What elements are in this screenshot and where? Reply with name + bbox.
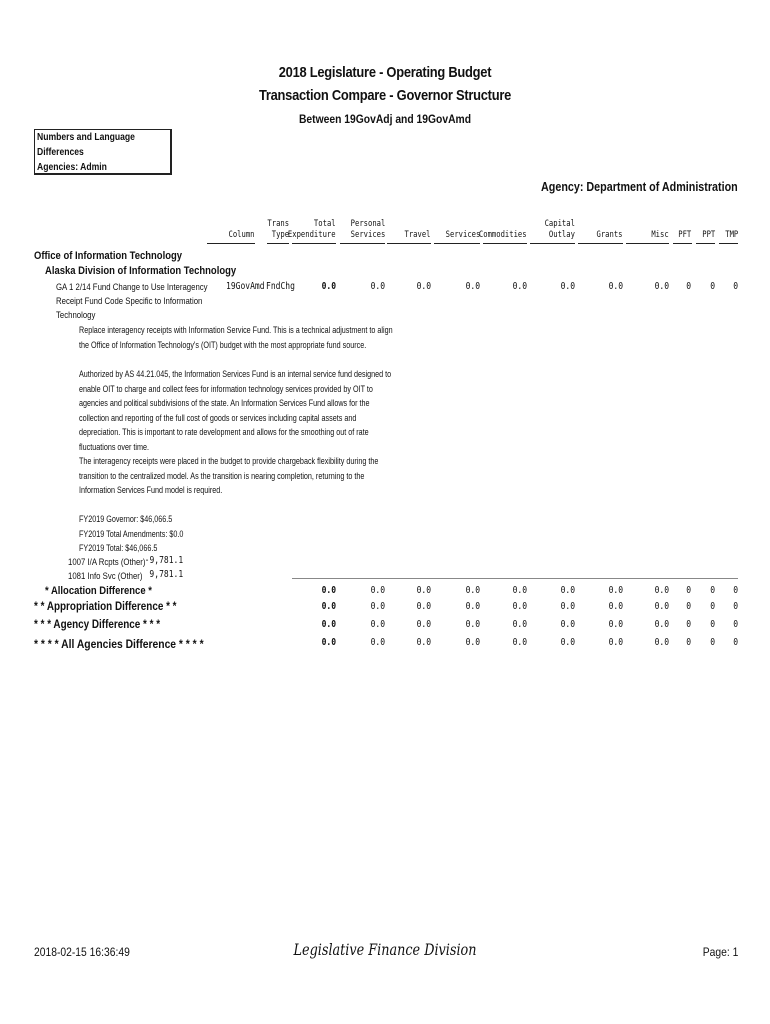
narrative-paragraph: Replace interagency receipts with Information Service Fund. This is a technical adjustment to align the Office of Information Technology's (OIT) budget with the most appropriate fund source. — [79, 325, 393, 350]
cell-commodities: 0.0 — [512, 281, 527, 292]
col-header-personal: Personal Services — [350, 219, 385, 240]
difference-cell-ppt: 0 — [710, 601, 715, 612]
cell-total: 0.0 — [321, 281, 336, 292]
col-header-pft: PFT — [677, 230, 691, 240]
difference-cell-total: 0.0 — [321, 619, 336, 630]
office-heading: Office of Information Technology — [34, 250, 183, 262]
division-heading: Alaska Division of Information Technology — [45, 265, 237, 277]
difference-cell-commodities: 0.0 — [512, 619, 527, 630]
col-header-travel: Travel — [404, 230, 431, 240]
col-header-services: Services — [445, 230, 480, 240]
col-header-commodities: Commodities — [479, 230, 527, 240]
report-comparison: Between 19GovAdj and 19GovAmd — [298, 112, 472, 126]
cell-ppt: 0 — [710, 281, 715, 292]
col-header-total: Total Expenditure — [288, 219, 336, 240]
difference-cell-services: 0.0 — [465, 585, 480, 596]
difference-label: * * * * All Agencies Difference * * * * — [34, 637, 204, 651]
col-header-grants: Grants — [596, 230, 623, 240]
cell-personal: 0.0 — [370, 281, 385, 292]
col-header-misc: Misc — [651, 230, 669, 240]
cell-grants: 0.0 — [608, 281, 623, 292]
difference-cell-personal: 0.0 — [370, 619, 385, 630]
difference-cell-services: 0.0 — [465, 601, 480, 612]
col-header-tmp: TMP — [724, 230, 738, 240]
header-underline — [340, 243, 385, 244]
header-underline — [387, 243, 431, 244]
header-underline — [483, 243, 527, 244]
filter-box — [34, 129, 172, 175]
legislative-finance-signature: Legislative Finance Division — [293, 940, 477, 959]
difference-cell-tmp: 0 — [733, 619, 738, 630]
difference-cell-commodities: 0.0 — [512, 585, 527, 596]
difference-cell-grants: 0.0 — [608, 601, 623, 612]
difference-cell-personal: 0.0 — [370, 601, 385, 612]
difference-cell-travel: 0.0 — [416, 601, 431, 612]
difference-cell-travel: 0.0 — [416, 619, 431, 630]
header-underline — [578, 243, 623, 244]
narrative-paragraph: The interagency receipts were placed in the budget to provide chargeback flexibility during the transition to the centralized model. As the transition is nearing completion, returning to the Information Services Fund model is required. — [79, 456, 379, 495]
cell-misc: 0.0 — [654, 281, 669, 292]
cell-capital: 0.0 — [560, 281, 575, 292]
fy-summary: FY2019 Governor: $46,066.5 FY2019 Total Amendments: $0.0 FY2019 Total: $46,066.5 — [79, 514, 184, 553]
header-underline — [292, 243, 336, 244]
difference-cell-total: 0.0 — [321, 601, 336, 612]
agency-name: Agency: Department of Administration — [541, 180, 738, 194]
difference-cell-pft: 0 — [686, 637, 691, 648]
header-underline — [207, 243, 255, 244]
cell-services: 0.0 — [465, 281, 480, 292]
difference-cell-misc: 0.0 — [654, 601, 669, 612]
difference-cell-tmp: 0 — [733, 637, 738, 648]
difference-cell-ppt: 0 — [710, 637, 715, 648]
difference-cell-services: 0.0 — [465, 637, 480, 648]
summary-rule — [292, 578, 738, 579]
col-header-ppt: PPT — [701, 230, 715, 240]
col-header-capital: Capital Outlay — [544, 219, 575, 240]
difference-cell-pft: 0 — [686, 619, 691, 630]
fund-line-label: 1007 I/A Rcpts (Other) — [68, 557, 146, 568]
difference-cell-capital: 0.0 — [560, 585, 575, 596]
difference-label: * * Appropriation Difference * * — [34, 601, 177, 613]
difference-cell-misc: 0.0 — [654, 585, 669, 596]
difference-cell-pft: 0 — [686, 601, 691, 612]
difference-cell-personal: 0.0 — [370, 637, 385, 648]
report-subtitle-structure: Transaction Compare - Governor Structure — [258, 87, 512, 104]
difference-cell-pft: 0 — [686, 585, 691, 596]
transaction-type: FndChg — [266, 281, 295, 292]
difference-cell-ppt: 0 — [710, 619, 715, 630]
difference-cell-personal: 0.0 — [370, 585, 385, 596]
report-title: 2018 Legislature - Operating Budget — [278, 64, 492, 81]
transaction-column: 19GovAmd — [226, 281, 265, 292]
header-underline — [626, 243, 669, 244]
header-underline — [267, 243, 289, 244]
difference-cell-total: 0.0 — [321, 637, 336, 648]
col-header-column: Column — [228, 230, 255, 240]
difference-cell-misc: 0.0 — [654, 619, 669, 630]
difference-cell-tmp: 0 — [733, 585, 738, 596]
difference-cell-total: 0.0 — [321, 585, 336, 596]
report-timestamp: 2018-02-15 16:36:49 — [34, 945, 130, 959]
header-underline — [696, 243, 715, 244]
difference-cell-travel: 0.0 — [416, 637, 431, 648]
difference-cell-grants: 0.0 — [608, 585, 623, 596]
header-underline — [530, 243, 575, 244]
difference-cell-travel: 0.0 — [416, 585, 431, 596]
difference-cell-grants: 0.0 — [608, 619, 623, 630]
difference-cell-capital: 0.0 — [560, 601, 575, 612]
filter-line: Agencies: Admin — [37, 162, 107, 173]
difference-cell-ppt: 0 — [710, 585, 715, 596]
difference-cell-misc: 0.0 — [654, 637, 669, 648]
difference-cell-tmp: 0 — [733, 601, 738, 612]
cell-pft: 0 — [686, 281, 691, 292]
difference-cell-commodities: 0.0 — [512, 601, 527, 612]
difference-cell-commodities: 0.0 — [512, 637, 527, 648]
narrative-paragraph: Authorized by AS 44.21.045, the Information Services Fund is an internal service fund designed to enable OIT to charge and collect fees for information technology services provided by OIT to agencies and political subdivisions of the state. An Information Services Fund allows for the collection and reporting of the full cost of goods or services including capital assets and depreciation. This is important to rate development and allows for the smoothing out of rate fluctuations over time. — [79, 369, 392, 452]
cell-travel: 0.0 — [416, 281, 431, 292]
difference-label: * Allocation Difference * — [45, 585, 152, 597]
header-underline — [434, 243, 480, 244]
fund-line-value: 9,781.1 — [149, 569, 183, 580]
header-underline — [673, 243, 692, 244]
difference-cell-services: 0.0 — [465, 619, 480, 630]
transaction-description: GA 1 2/14 Fund Change to Use Interagency Receipt Fund Code Specific to Information Technology — [56, 282, 208, 321]
difference-cell-grants: 0.0 — [608, 637, 623, 648]
header-underline — [719, 243, 738, 244]
filter-line: Numbers and Language — [37, 132, 135, 143]
col-header-trans: Trans Type — [267, 219, 289, 240]
filter-line: Differences — [37, 147, 84, 158]
difference-cell-capital: 0.0 — [560, 619, 575, 630]
page-number: Page: 1 — [702, 945, 738, 959]
difference-cell-capital: 0.0 — [560, 637, 575, 648]
cell-tmp: 0 — [733, 281, 738, 292]
fund-line-label: 1081 Info Svc (Other) — [68, 571, 143, 582]
difference-label: * * * Agency Difference * * * — [34, 619, 161, 631]
fund-line-value: -9,781.1 — [144, 555, 183, 566]
